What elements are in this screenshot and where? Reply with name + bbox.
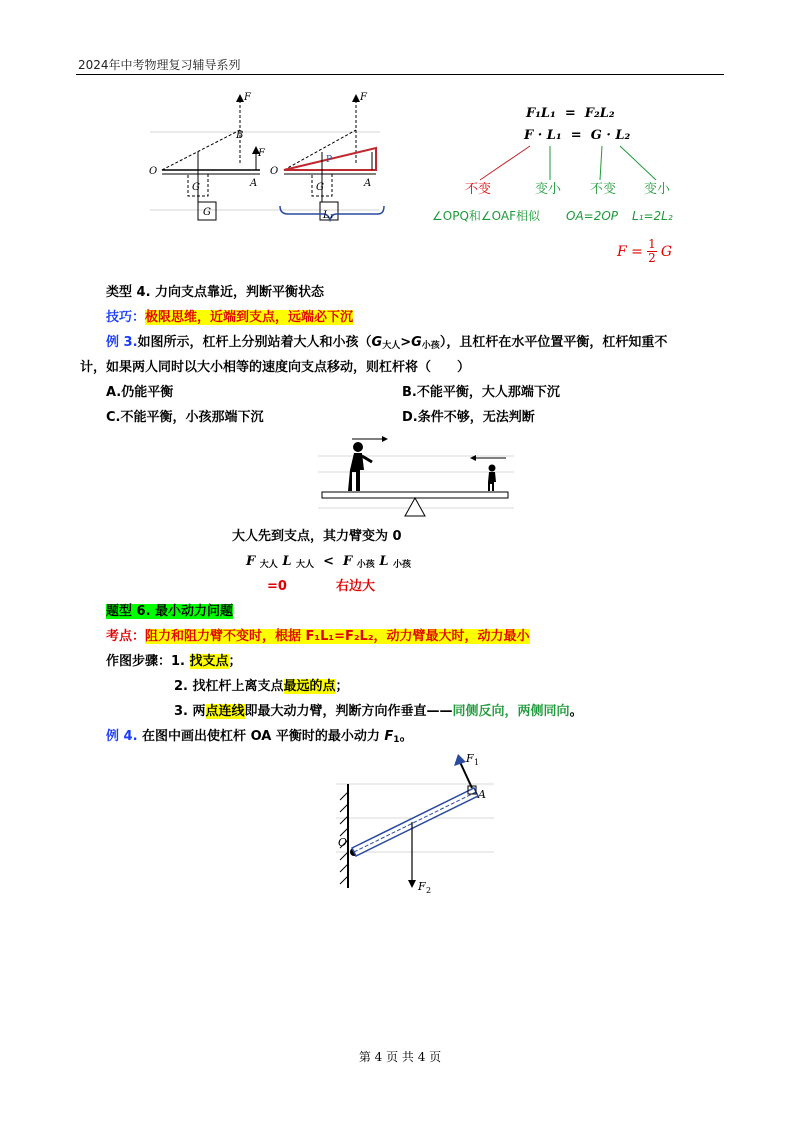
result-num: 1 — [648, 237, 656, 251]
adult-figure — [348, 442, 372, 491]
step2-highlight: 最远的点 — [283, 679, 336, 694]
step3-green: 同侧反向，两侧同向 — [452, 704, 570, 719]
note-unchanged-1: 不变 — [465, 182, 492, 197]
note-unchanged-2: 不变 — [590, 182, 617, 197]
step2-text: 2. 找杠杆上离支点 — [174, 679, 284, 694]
step3-text-a: 3. 两 — [174, 704, 206, 719]
label-a-oa: A — [478, 788, 486, 801]
eq1-eq: = — [564, 106, 576, 121]
result-lhs: F = — [617, 243, 643, 260]
relation-oa: OA=2OP — [566, 209, 619, 223]
step3-highlight: 点连线 — [205, 704, 245, 719]
lever-figure-1 — [140, 90, 400, 230]
example4-f1: F — [384, 729, 394, 744]
header-divider — [76, 74, 724, 75]
example4-text: 在图中画出使杠杆 OA 平衡时的最小动力 — [142, 729, 380, 744]
step3-text-b: 即最大动力臂，判断方向作垂直—— — [244, 704, 453, 719]
page-header: 2024年中考物理复习辅导系列 — [78, 58, 241, 72]
seesaw-figure — [318, 432, 514, 522]
type4-title: 类型 4. 力向支点靠近，判断平衡状态 — [106, 285, 325, 300]
note-smaller-1: 变小 — [535, 182, 562, 197]
example3-line1 — [106, 333, 667, 356]
moment-comparison — [246, 552, 411, 575]
step-1 — [106, 652, 242, 672]
label-g-dashed: G — [192, 182, 200, 193]
option-b: B.不能平衡，大人那端下沉 — [402, 385, 560, 400]
type6-title-text: 题型 6. 最小动力问题 — [106, 604, 234, 619]
label-o-oa: O — [338, 836, 348, 849]
kaodian-text: 阻力和阻力臂不变时，根据 F₁L₁=F₂L₂，动力臂最大时，动力最小 — [145, 629, 530, 644]
cmp-f-child: F — [343, 554, 353, 569]
label-f-right: F — [360, 92, 367, 103]
relation-similar: ∠OPQ和∠OAF相似 — [432, 209, 540, 223]
label-g-box: G — [203, 207, 211, 218]
label-a-right: A — [364, 178, 372, 189]
example3-g-small-sub: 小孩 — [421, 341, 440, 351]
label-f2-sub: 2 — [426, 886, 432, 895]
example3-text-b: ），且杠杆在水平位置平衡，杠杆知重不 — [439, 335, 668, 350]
example4-line — [106, 727, 413, 750]
kaodian-label: 考点： — [106, 629, 146, 644]
eq2-left: F · L₁ — [524, 128, 562, 143]
example4-label: 例 4. — [106, 729, 138, 744]
label-f2: F — [418, 880, 426, 893]
eq2-eq: = — [570, 128, 582, 143]
tip-text: 极限思维，近端到支点，远端必下沉 — [145, 310, 354, 325]
option-a: A.仍能平衡 — [106, 385, 174, 400]
eq2-right: G · L₂ — [590, 128, 631, 143]
step1-highlight: 找支点 — [189, 654, 229, 669]
result-formula — [617, 238, 672, 265]
cmp-f-adult: F — [246, 554, 256, 569]
label-o-right: O — [270, 166, 279, 177]
adult-note: 大人先到支点，其力臂变为 0 — [232, 529, 402, 544]
label-f1: F — [466, 752, 474, 765]
tip-line — [106, 308, 353, 328]
step2-end: ； — [335, 679, 349, 694]
option-d: D.条件不够，无法判断 — [402, 410, 535, 425]
example4-end: 。 — [399, 729, 413, 744]
cmp-f-adult-sub: 大人 — [259, 560, 278, 570]
right-bigger-note: 右边大 — [336, 579, 376, 594]
result-den: 2 — [648, 251, 656, 265]
eq1-right: F₂L₂ — [584, 106, 615, 121]
tip-label: 技巧： — [106, 310, 146, 325]
cmp-l-adult-sub: 大人 — [295, 560, 314, 570]
cmp-l-child-sub: 小孩 — [393, 560, 412, 570]
cmp-l-adult: L — [282, 554, 292, 569]
label-o-left: O — [149, 166, 158, 177]
label-a-left: A — [250, 178, 258, 189]
example3-g-big-sub: 大人 — [382, 341, 401, 351]
step-3 — [174, 702, 583, 722]
label-g-dashed-right: G — [316, 182, 324, 193]
page-footer: 第 4 页 共 4 页 — [358, 1050, 442, 1064]
example3-line2: 计，如果两人同时以大小相等的速度向支点移动，则杠杆将（ ） — [80, 360, 471, 375]
example3-label: 例 3. — [106, 335, 138, 350]
cmp-op: < — [323, 554, 334, 569]
example3-gt: > — [400, 335, 412, 350]
label-p: P — [326, 155, 333, 165]
step1-end: ； — [228, 654, 242, 669]
option-c: C.不能平衡，小孩那端下沉 — [106, 410, 264, 425]
step3-end: 。 — [569, 704, 583, 719]
label-f1-sub: 1 — [474, 758, 480, 767]
example3-g-big: G — [371, 335, 383, 350]
steps-intro: 作图步骤： — [106, 654, 172, 669]
result-rhs: G — [660, 243, 673, 260]
zero-note: =0 — [267, 579, 287, 594]
type6-title — [106, 602, 233, 622]
label-l1: L₁ — [323, 210, 334, 221]
example3-g-small: G — [411, 335, 422, 350]
relation-l1: L₁=2L₂ — [632, 209, 673, 223]
lever-diagram-right — [270, 92, 384, 221]
label-f-right-left: F — [258, 148, 265, 159]
cmp-l-child: L — [379, 554, 389, 569]
example3-text-a: 如图所示，杠杆上分别站着大人和小孩（ — [137, 335, 372, 350]
note-smaller-2: 变小 — [644, 182, 671, 197]
child-figure — [488, 465, 496, 492]
label-b-left: B — [236, 130, 244, 141]
eq1-left: F₁L₁ — [526, 106, 556, 121]
example4-f1-sub: 1 — [393, 735, 400, 745]
cmp-f-child-sub: 小孩 — [356, 560, 375, 570]
step-2 — [174, 677, 349, 697]
label-f-left: F — [244, 92, 251, 103]
kaodian-line — [106, 627, 530, 647]
lever-oa-figure — [336, 748, 494, 898]
equation-1 — [526, 106, 615, 121]
step1-num: 1. — [171, 654, 185, 669]
